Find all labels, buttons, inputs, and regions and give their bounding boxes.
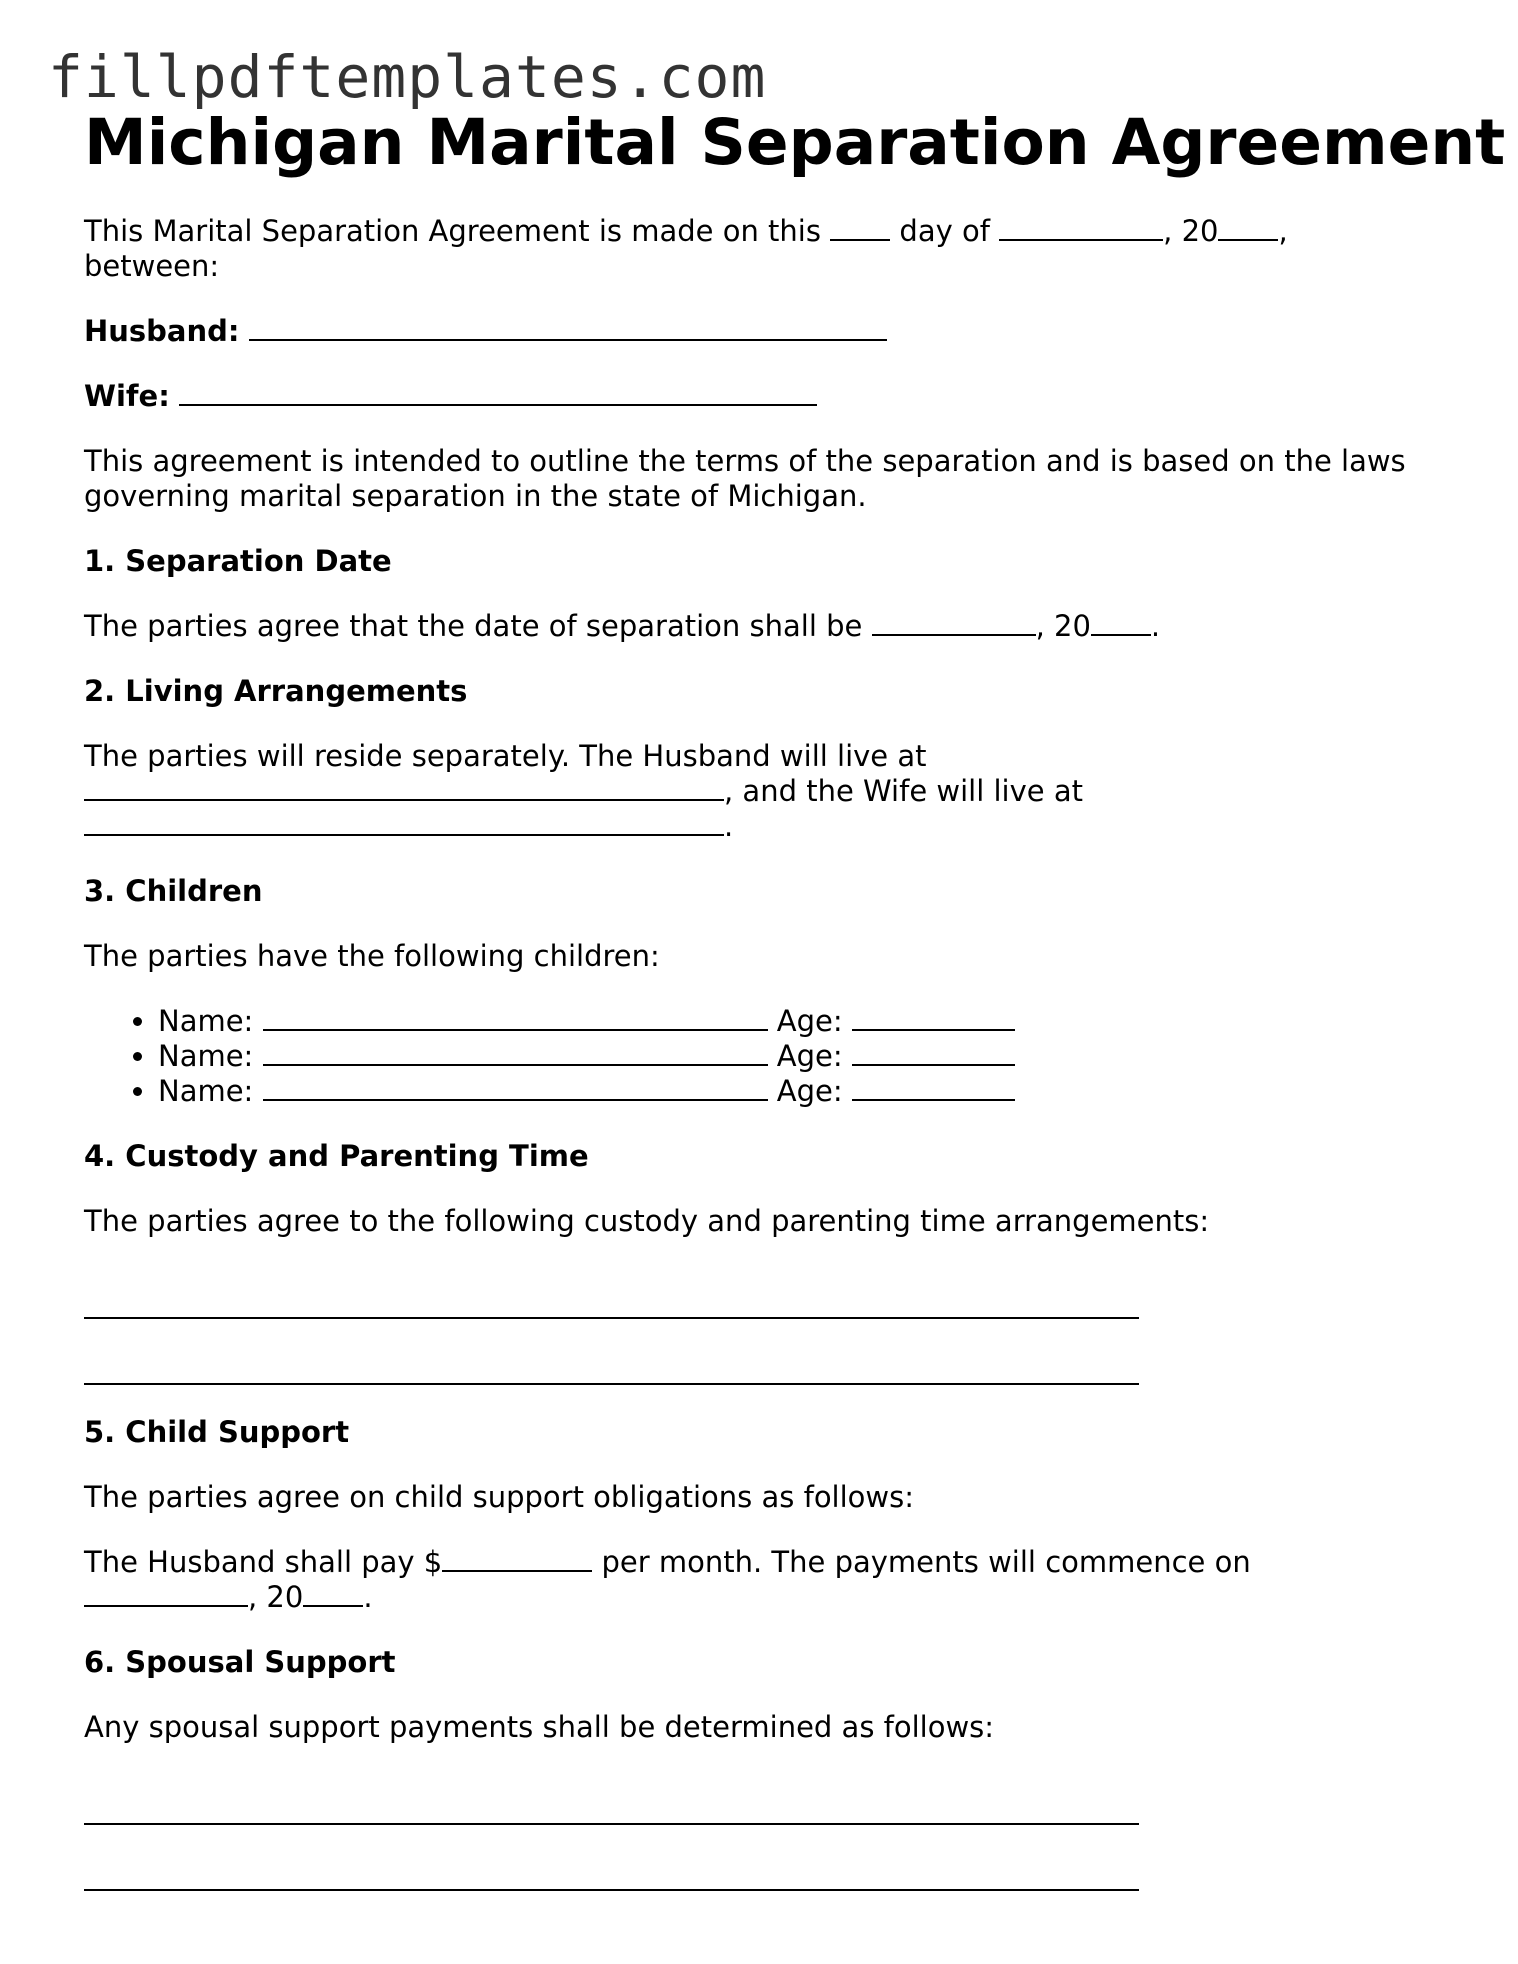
children-intro: The parties have the following children: [84,939,660,973]
year-blank[interactable] [1218,217,1278,241]
wife-label: Wife: [84,379,170,413]
husband-name-blank[interactable] [249,317,887,341]
section-1-heading: 1. Separation Date [84,544,392,578]
living-text-1: The parties will reside separately. The Husband will live at [84,739,927,773]
child-row [158,1074,1444,1109]
child-name-blank[interactable] [263,1042,768,1066]
custody-line-2[interactable] [84,1325,1139,1385]
child-name-label: Name: [158,1074,254,1108]
payment-text-2: per month. The payments will commence on [601,1545,1251,1579]
spousal-line-1[interactable] [84,1781,1139,1825]
section-4-heading: 4. Custody and Parenting Time [84,1139,589,1173]
child-support-payment [84,1545,1444,1615]
section-3-heading: 3. Children [84,874,263,908]
husband-line [84,314,1444,349]
wife-name-blank[interactable] [179,382,817,406]
child-name-blank[interactable] [263,1077,768,1101]
separation-date-end: . [1150,609,1161,643]
payment-year-blank[interactable] [303,1583,363,1607]
child-row [158,1039,1444,1074]
child-name-label: Name: [158,1004,254,1038]
spousal-line-2[interactable] [84,1831,1139,1891]
custody-lines [84,1269,1444,1385]
intro-text-2: day of [899,214,990,248]
husband-address-blank[interactable] [84,777,724,801]
custody-intro: The parties agree to the following custody and parenting time arrangements: [84,1204,1210,1238]
payment-text-4: . [363,1580,373,1614]
living-text-2: , and the Wife will live at [724,774,1083,808]
child-age-label: Age: [776,1004,843,1038]
children-list [84,1004,1444,1109]
child-support-intro: The parties agree on child support obligations as follows: [84,1480,915,1514]
child-age-label: Age: [776,1039,843,1073]
wife-line [84,379,1444,414]
spousal-support-intro: Any spousal support payments shall be determined as follows: [84,1710,995,1744]
section-2-heading: 2. Living Arrangements [84,674,468,708]
child-age-blank[interactable] [852,1007,1015,1031]
living-arrangements-paragraph [84,739,1444,844]
site-watermark: fillpdftemplates.com [48,43,767,111]
purpose-paragraph: This agreement is intended to outline the terms of the separation and is based on the laws governing marital separation in the state of Michigan. [84,444,1406,513]
intro-text-3: , 20 [1163,214,1219,248]
intro-text-5: between: [84,249,220,283]
day-blank[interactable] [830,217,890,241]
month-blank[interactable] [999,217,1163,241]
payment-amount-blank[interactable] [442,1548,592,1572]
section-5-heading: 5. Child Support [84,1415,350,1449]
separation-month-blank[interactable] [872,612,1036,636]
spousal-support-lines [84,1775,1444,1891]
intro-text-1: This Marital Separation Agreement is made on this [84,214,821,248]
child-age-blank[interactable] [852,1042,1015,1066]
wife-address-blank[interactable] [84,812,724,836]
child-age-blank[interactable] [852,1077,1015,1101]
separation-year-blank[interactable] [1091,612,1151,636]
payment-month-blank[interactable] [84,1583,248,1607]
intro-paragraph [84,214,1444,284]
payment-text-1: The Husband shall pay $ [84,1545,443,1579]
separation-year-prefix: , 20 [1035,609,1091,643]
separation-date-paragraph [84,609,1444,644]
document-body [84,214,1444,1921]
custody-line-1[interactable] [84,1275,1139,1319]
intro-text-4: , [1278,214,1288,248]
document-title: Michigan Marital Separation Agreement [84,106,1506,179]
child-age-label: Age: [776,1074,843,1108]
separation-date-text: The parties agree that the date of separation shall be [84,609,863,643]
section-6-heading: 6. Spousal Support [84,1645,396,1679]
payment-text-3: , 20 [248,1580,304,1614]
child-name-blank[interactable] [263,1007,768,1031]
living-text-3: . [724,809,734,843]
child-name-label: Name: [158,1039,254,1073]
child-row [158,1004,1444,1039]
husband-label: Husband: [84,314,240,348]
